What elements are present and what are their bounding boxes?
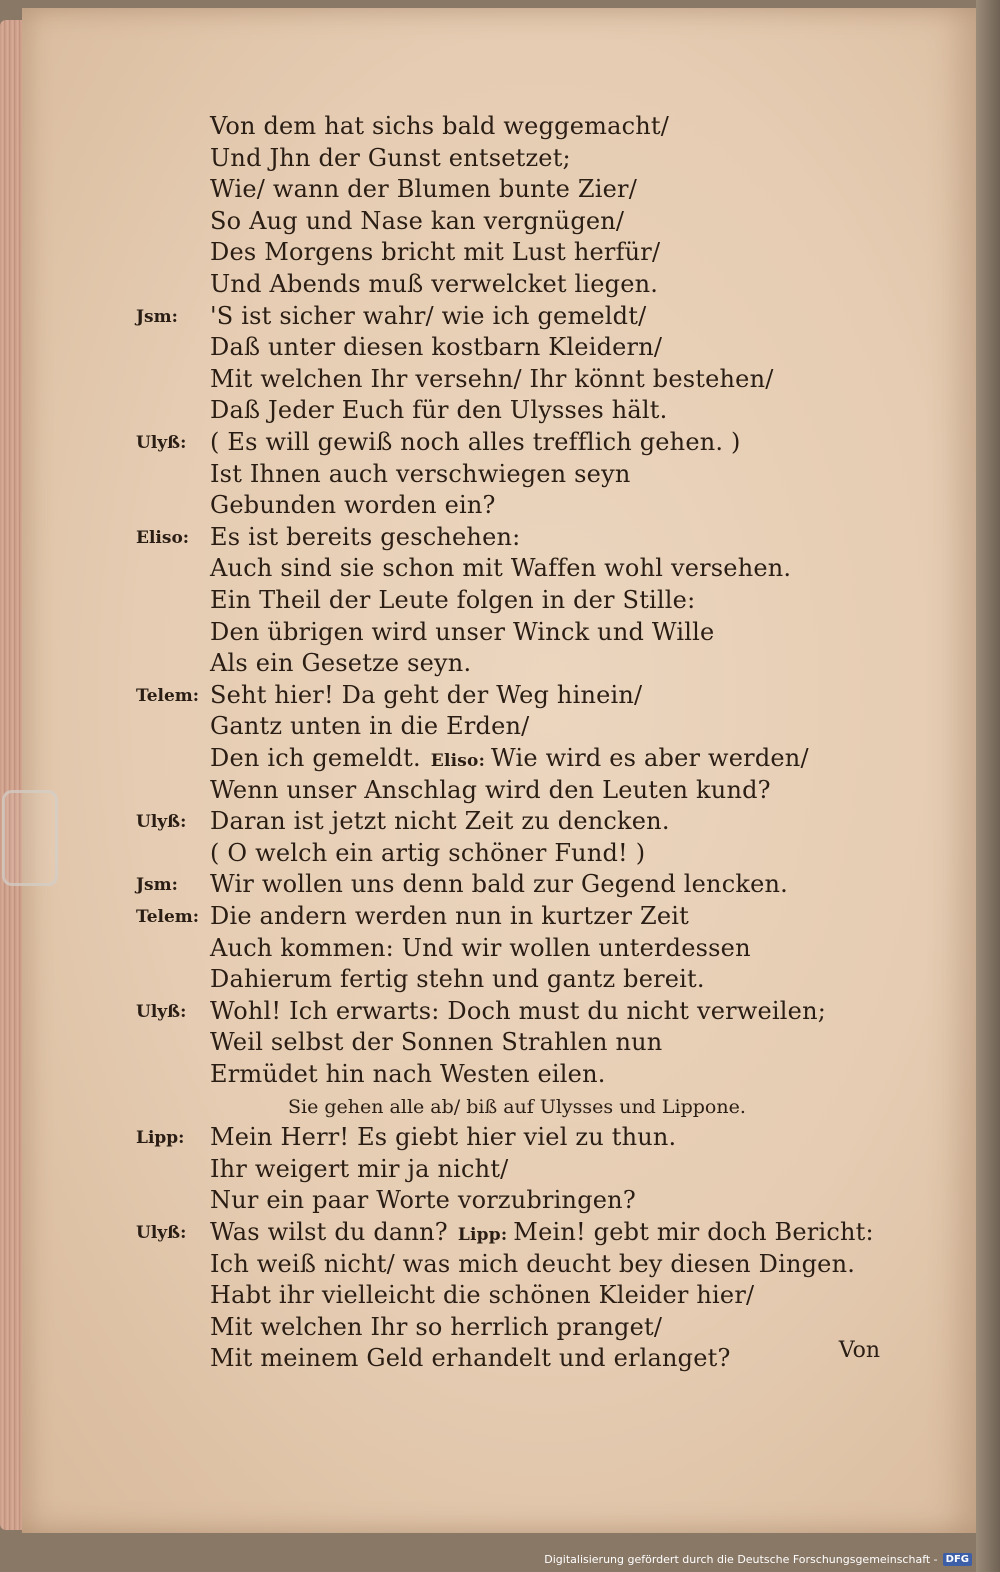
- verse-line-text: Wenn unser Anschlag wird den Leuten kund?: [210, 776, 771, 804]
- verse-line-text: Und Abends muß verwelcket liegen.: [210, 270, 659, 298]
- verse-line-text: Mein Herr! Es giebt hier viel zu thun.: [210, 1123, 677, 1151]
- verse-line-text: Als ein Gesetze seyn.: [210, 649, 472, 677]
- verse-line: [210, 934, 751, 962]
- verse-line-text: Daß unter diesen kostbarn Kleidern/: [210, 333, 663, 361]
- verse-line-text: Die andern werden nun in kurtzer Zeit: [210, 902, 689, 930]
- verse-line-text: Gebunden worden ein?: [210, 491, 496, 519]
- verse-line: [210, 175, 637, 203]
- verse-line-text: Gantz unten in die Erden/: [210, 712, 530, 740]
- verse-line-text: Mit welchen Ihr so herrlich pranget/: [210, 1313, 663, 1341]
- speaker-label: Ulyß:: [136, 1002, 187, 1022]
- dfg-logo: DFG: [943, 1553, 972, 1566]
- verse-line: [210, 1281, 754, 1309]
- catchword: Von: [838, 1338, 880, 1363]
- verse-line-text: Daß Jeder Euch für den Ulysses hält.: [210, 396, 668, 424]
- verse-line: [210, 1313, 662, 1341]
- verse-line: [210, 1250, 855, 1278]
- inline-speaker-label: Eliso:: [430, 751, 486, 771]
- verse-line: [210, 333, 662, 361]
- verse-line-text: Ermüdet hin nach Westen eilen.: [210, 1060, 606, 1088]
- verse-line: [210, 870, 788, 898]
- verse-line-text: Des Morgens bricht mit Lust herfür/: [210, 238, 661, 266]
- verse-line: [210, 1155, 508, 1183]
- verse-line: [210, 649, 471, 677]
- inline-verse-text: Mein! gebt mir doch Bericht:: [513, 1218, 874, 1246]
- verse-line-text: Habt ihr vielleicht die schönen Kleider hier/: [210, 1281, 755, 1309]
- verse-line-text: Nur ein paar Worte vorzubringen?: [210, 1186, 636, 1214]
- verse-line: [210, 1344, 731, 1372]
- verse-line-text: Mit welchen Ihr versehn/ Ihr könnt bestehen/: [210, 365, 774, 393]
- verse-line: [210, 554, 791, 582]
- stage-direction: Sie gehen alle ab/ biß auf Ulysses und Lippone.: [288, 1096, 746, 1118]
- verse-line-text: Wohl! Ich erwarts: Doch must du nicht verweilen;: [210, 997, 827, 1025]
- verse-line: [210, 238, 660, 266]
- speaker-label: Telem:: [136, 686, 200, 706]
- verse-line-text: Was wilst du dann?: [210, 1218, 448, 1246]
- speaker-label: Ulyß:: [136, 812, 187, 832]
- verse-line: [210, 365, 774, 393]
- speaker-label: Ulyß:: [136, 433, 187, 453]
- verse-line: [210, 207, 624, 235]
- speaker-label: Telem:: [136, 907, 200, 927]
- speaker-label: Jsm:: [136, 875, 178, 895]
- verse-line-text: Mit meinem Geld erhandelt und erlanget?: [210, 1344, 731, 1372]
- verse-line-text: Auch sind sie schon mit Waffen wohl versehen.: [210, 554, 792, 582]
- verse-line-text: Und Jhn der Gunst entsetzet;: [210, 144, 571, 172]
- speaker-label: Jsm:: [136, 307, 178, 327]
- verse-line: [210, 965, 705, 993]
- verse-line: [210, 902, 689, 930]
- verse-line: [210, 681, 642, 709]
- verse-line: [210, 270, 658, 298]
- verse-line-text: Daran ist jetzt nicht Zeit zu dencken.: [210, 807, 670, 835]
- verse-line-text: ( O welch ein artig schöner Fund! ): [210, 839, 646, 867]
- verse-line-text: So Aug und Nase kan vergnügen/: [210, 207, 625, 235]
- footer-text: Digitalisierung gefördert durch die Deutsche Forschungsgemeinschaft -: [544, 1552, 938, 1566]
- verse-line-text: Dahierum fertig stehn und gantz bereit.: [210, 965, 705, 993]
- verse-line-text: 'S ist sicher wahr/ wie ich gemeldt/: [210, 302, 647, 330]
- verse-line: [210, 997, 826, 1025]
- verse-line-text: Den ich gemeldt.: [210, 744, 421, 772]
- speaker-label: Lipp:: [136, 1128, 185, 1148]
- verse-line: [210, 396, 667, 424]
- verse-line: [210, 839, 645, 867]
- verse-line: [210, 712, 529, 740]
- verse-line-text: Ich weiß nicht/ was mich deucht bey diesen Dingen.: [210, 1250, 856, 1278]
- inline-verse-text: Wie wird es aber werden/: [491, 744, 809, 772]
- verse-line-text: Den übrigen wird unser Winck und Wille: [210, 618, 715, 646]
- speaker-label: Ulyß:: [136, 1223, 187, 1243]
- verse-line-text: Ist Ihnen auch verschwiegen seyn: [210, 460, 631, 488]
- verse-line-text: Ein Theil der Leute folgen in der Stille:: [210, 586, 696, 614]
- verse-line: [210, 776, 771, 804]
- verse-line: [210, 1218, 874, 1246]
- verse-line: [210, 1186, 636, 1214]
- verse-line: [210, 491, 496, 519]
- speaker-label: Eliso:: [136, 528, 190, 548]
- verse-line: [210, 586, 695, 614]
- verse-line: [210, 1123, 676, 1151]
- verse-line: [210, 460, 631, 488]
- verse-line: [210, 807, 670, 835]
- verse-line-text: Es ist bereits geschehen:: [210, 523, 521, 551]
- verse-line: [210, 1028, 662, 1056]
- verse-line: [210, 112, 669, 140]
- verse-line-text: Wie/ wann der Blumen bunte Zier/: [210, 175, 637, 203]
- verse-line: [210, 523, 520, 551]
- verse-line: [210, 744, 809, 772]
- inline-speaker-label: Lipp:: [457, 1225, 508, 1245]
- verse-line-text: Von dem hat sichs bald weggemacht/: [210, 112, 670, 140]
- verse-line: [210, 618, 714, 646]
- verse-line: [210, 1060, 606, 1088]
- verse-line-text: Wir wollen uns denn bald zur Gegend lencken.: [210, 870, 788, 898]
- verse-line: [210, 302, 646, 330]
- verse-line-text: Ihr weigert mir ja nicht/: [210, 1155, 509, 1183]
- verse-line: [210, 428, 741, 456]
- verse-line-text: ( Es will gewiß noch alles trefflich gehen. ): [210, 428, 741, 456]
- verse-line-text: Seht hier! Da geht der Weg hinein/: [210, 681, 643, 709]
- verse-line: [210, 144, 571, 172]
- verse-line-text: Auch kommen: Und wir wollen unterdessen: [210, 934, 751, 962]
- verse-line-text: Weil selbst der Sonnen Strahlen nun: [210, 1028, 663, 1056]
- digitization-footer: [544, 1550, 972, 1568]
